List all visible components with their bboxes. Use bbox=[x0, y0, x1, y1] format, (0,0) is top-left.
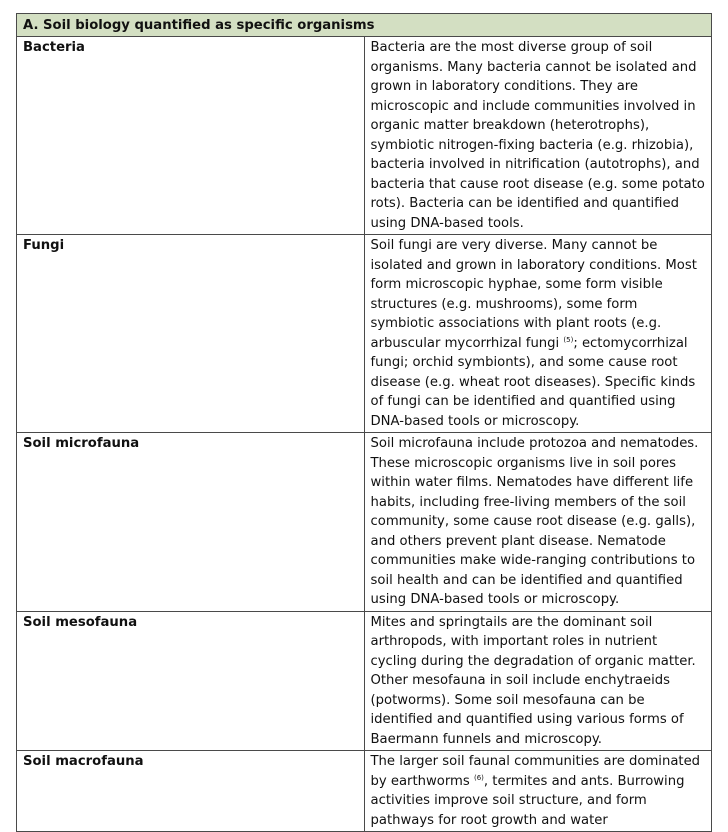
table-row bbox=[17, 433, 712, 612]
table-row bbox=[17, 751, 712, 832]
description-text: The larger soil faunal communities are dominated by earthworms bbox=[370, 754, 701, 789]
row-description-soil-macrofauna bbox=[364, 751, 712, 832]
row-description-soil-mesofauna: Mites and springtails are the dominant soil arthropods, with important roles in nutrient cycling during the degradation of organic matter. Other mesofauna in soil include enchytraeids (potworms). Some soil mesofauna can be identified and quantified using various forms of Baermann funnels and microscopy. bbox=[364, 611, 712, 751]
row-description-soil-microfauna: Soil microfauna include protozoa and nematodes. These microscopic organisms live in soil pores within water films. Nematodes have different life habits, including free-living members of the soil community, some cause root disease (e.g. galls), and others prevent plant disease. Nematode communities make wide-ranging contributions to soil health and can be identified and quantified using DNA-based tools or microscopy. bbox=[364, 433, 712, 612]
row-term-bacteria: Bacteria bbox=[17, 37, 365, 235]
row-term-soil-microfauna: Soil microfauna bbox=[17, 433, 365, 612]
table-row bbox=[17, 235, 712, 433]
soil-biology-table bbox=[16, 13, 712, 832]
description-text: ; ectomycorrhizal fungi; orchid symbionts), and some cause root disease (e.g. wheat root diseases). Specific kinds of fungi can be identified and quantified using DNA-based tools or microscopy. bbox=[370, 335, 696, 429]
row-term-soil-macrofauna: Soil macrofauna bbox=[17, 751, 365, 832]
table-row bbox=[17, 37, 712, 235]
description-text: , termites and ants. Burrowing activities improve soil structure, and form pathways for root growth and water bbox=[370, 773, 685, 828]
row-term-soil-mesofauna: Soil mesofauna bbox=[17, 611, 365, 751]
row-description-fungi bbox=[364, 235, 712, 433]
row-description-bacteria: Bacteria are the most diverse group of soil organisms. Many bacteria cannot be isolated and grown in laboratory conditions. They are microscopic and include communities involved in organic matter breakdown (heterotrophs), symbiotic nitrogen-fixing bacteria (e.g. rhizobia), bacteria involved in nitrification (autotrophs), and bacteria that cause root disease (e.g. some potato rots). Bacteria can be identified and quantified using DNA-based tools. bbox=[364, 37, 712, 235]
section-title: A. Soil biology quantified as specific organisms bbox=[17, 14, 712, 37]
reference-superscript: (6) bbox=[473, 773, 484, 782]
table-row bbox=[17, 611, 712, 751]
description-text: Soil fungi are very diverse. Many cannot be isolated and grown in laboratory conditions. Most form microscopic hyphae, some form visible structures (e.g. mushrooms), some form symbiotic associations with plant roots (e.g. arbuscular mycorrhizal fungi bbox=[370, 238, 697, 351]
table-header-row bbox=[17, 14, 712, 37]
row-term-fungi: Fungi bbox=[17, 235, 365, 433]
reference-superscript: (5) bbox=[563, 335, 574, 344]
